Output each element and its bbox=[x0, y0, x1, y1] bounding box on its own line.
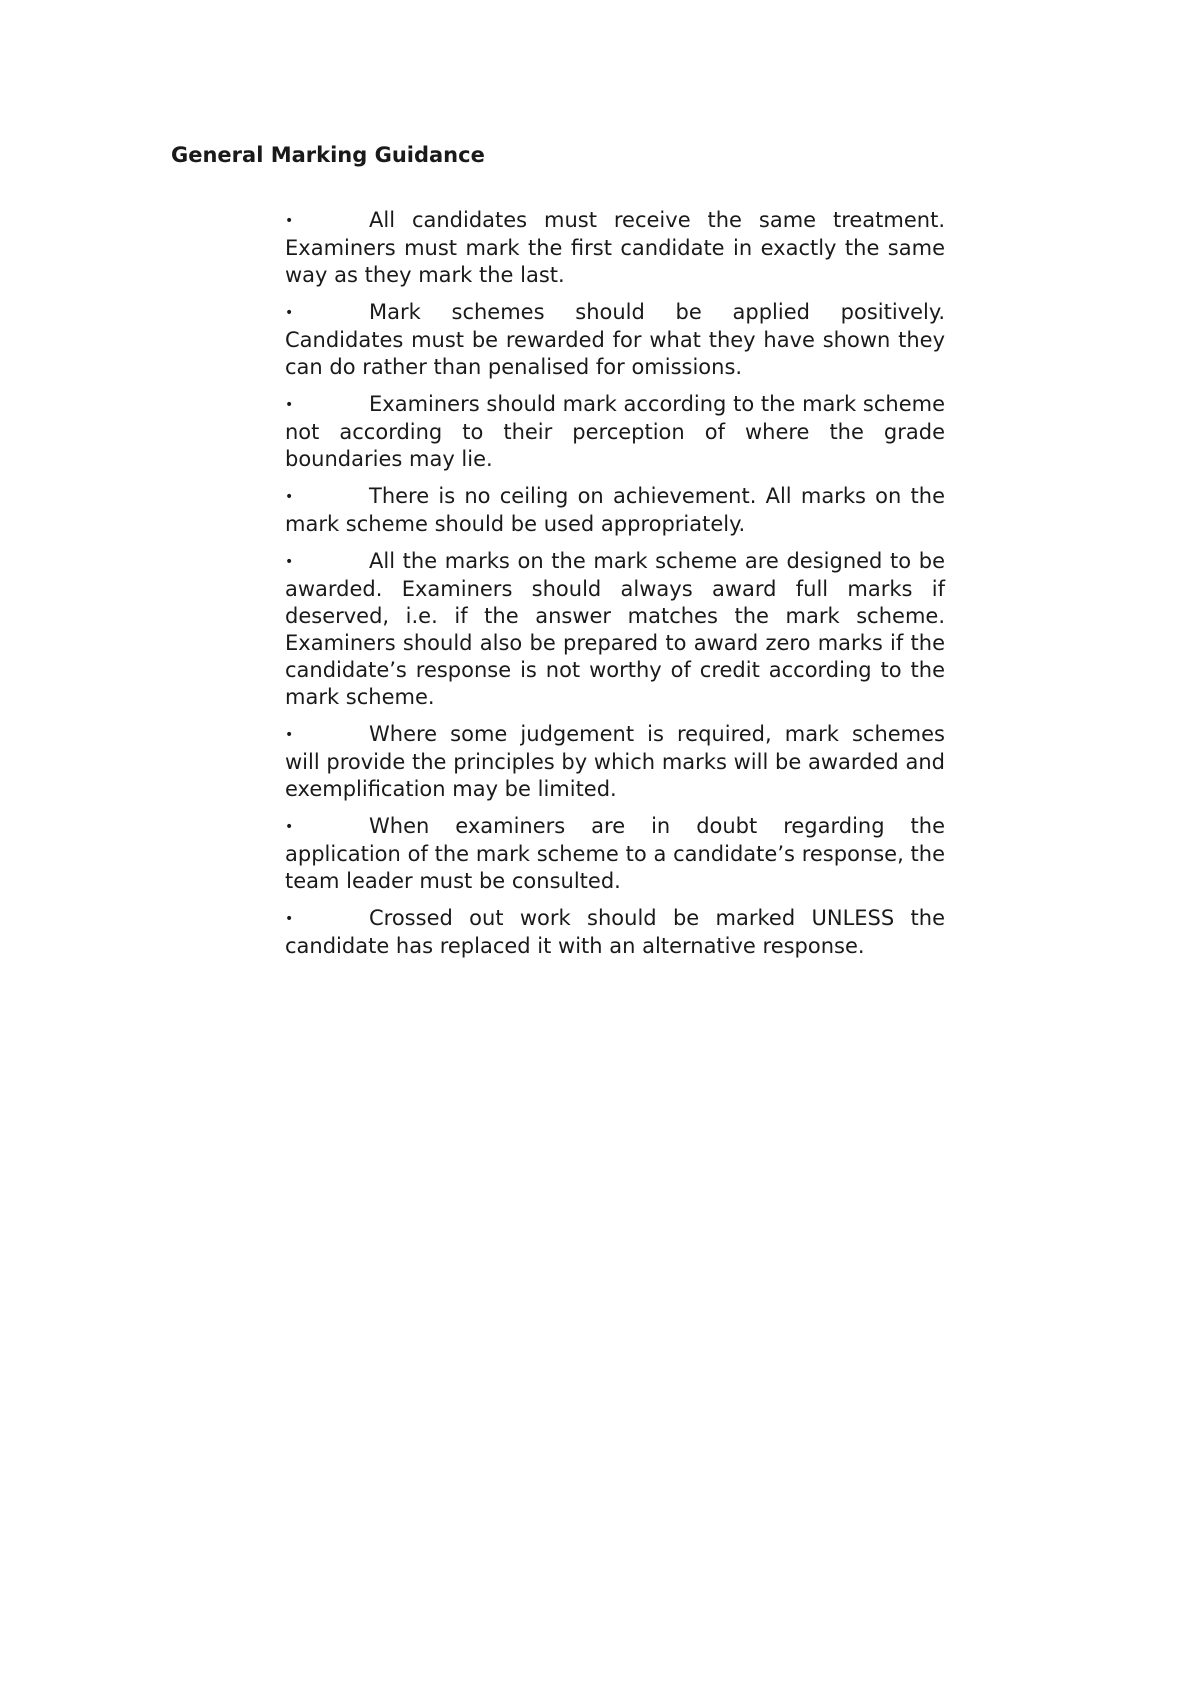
bullet-icon: • bbox=[285, 819, 294, 835]
guidance-item-1 bbox=[285, 207, 945, 289]
guidance-text: Mark schemes should be applied positively. Candidates must be rewarded for what they have shown they can do rather than penalised for omissions. bbox=[285, 300, 945, 379]
guidance-text: When examiners are in doubt regarding the application of the mark scheme to a candidate’s response, the team leader must be consulted. bbox=[285, 814, 945, 893]
guidance-text: Where some judgement is required, mark schemes will provide the principles by which marks will be awarded and exemplification may be limited. bbox=[285, 722, 945, 801]
bullet-icon: • bbox=[285, 911, 294, 927]
guidance-text: Crossed out work should be marked UNLESS the candidate has replaced it with an alternative response. bbox=[285, 906, 945, 958]
guidance-item-5 bbox=[285, 548, 945, 711]
guidance-item-7 bbox=[285, 813, 945, 895]
bullet-icon: • bbox=[285, 727, 294, 743]
guidance-item-8 bbox=[285, 905, 945, 960]
bullet-icon: • bbox=[285, 305, 294, 321]
guidance-list bbox=[285, 207, 945, 970]
bullet-icon: • bbox=[285, 213, 294, 229]
bullet-icon: • bbox=[285, 397, 294, 413]
bullet-icon: • bbox=[285, 554, 294, 570]
guidance-item-2 bbox=[285, 299, 945, 381]
guidance-item-4 bbox=[285, 483, 945, 538]
guidance-text: All the marks on the mark scheme are designed to be awarded. Examiners should always award full marks if deserved, i.e. if the answer matches the mark scheme. Examiners should also be prepared to award zero marks if the candidate’s response is not worthy of credit according to the mark scheme. bbox=[285, 549, 945, 709]
page-heading: General Marking Guidance bbox=[171, 143, 485, 167]
guidance-item-6 bbox=[285, 721, 945, 803]
guidance-text: Examiners should mark according to the mark scheme not according to their perception of where the grade boundaries may lie. bbox=[285, 392, 945, 471]
guidance-text: There is no ceiling on achievement. All marks on the mark scheme should be used appropriately. bbox=[285, 484, 945, 536]
bullet-icon: • bbox=[285, 489, 294, 505]
guidance-text: All candidates must receive the same treatment. Examiners must mark the first candidate in exactly the same way as they mark the last. bbox=[285, 208, 945, 287]
guidance-item-3 bbox=[285, 391, 945, 473]
